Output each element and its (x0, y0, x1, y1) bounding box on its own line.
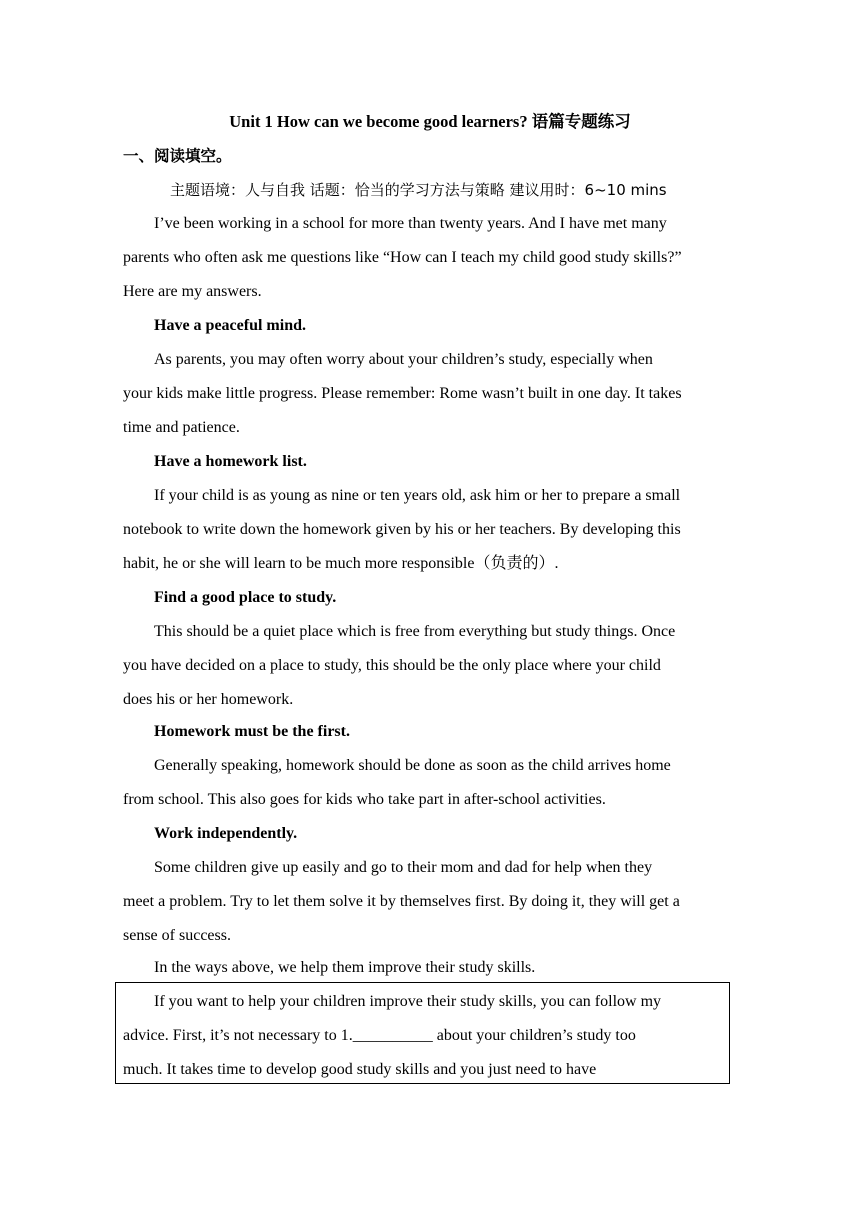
paragraph-line: Some children give up easily and go to their mom and dad for help when they (154, 859, 653, 876)
paragraph-line: from school. This also goes for kids who take part in after-school activities. (123, 791, 606, 808)
subheading: Homework must be the first. (154, 723, 350, 740)
paragraph-line: As parents, you may often worry about your children’s study, especially when (154, 351, 653, 368)
paragraph-line: you have decided on a place to study, this should be the only place where your child (123, 657, 661, 674)
document-title: Unit 1 How can we become good learners? 语篇专题练习 (229, 112, 631, 131)
paragraph-line: This should be a quiet place which is free from everything but study things. Once (154, 623, 676, 640)
paragraph-line: time and patience. (123, 419, 240, 436)
paragraph-line: habit, he or she will learn to be much more responsible（负责的）. (123, 555, 559, 572)
paragraph-line: Generally speaking, homework should be done as soon as the child arrives home (154, 757, 671, 774)
paragraph-line: sense of success. (123, 927, 231, 944)
paragraph-line: I’ve been working in a school for more than twenty years. And I have met many (154, 215, 667, 232)
paragraph-line: meet a problem. Try to let them solve it by themselves first. By doing it, they will get a (123, 893, 680, 910)
summary-line: much. It takes time to develop good study skills and you just need to have (123, 1061, 597, 1078)
paragraph-line: notebook to write down the homework given by his or her teachers. By developing this (123, 521, 681, 538)
summary-line: If you want to help your children improve their study skills, you can follow my (154, 993, 662, 1010)
summary-line: advice. First, it’s not necessary to 1.__________ about your children’s study too (123, 1027, 636, 1044)
paragraph-line: If your child is as young as nine or ten years old, ask him or her to prepare a small (154, 487, 681, 504)
subheading: Find a good place to study. (154, 589, 337, 606)
paragraph-line: your kids make little progress. Please remember: Rome wasn’t built in one day. It takes (123, 385, 682, 402)
paragraph-line: does his or her homework. (123, 691, 294, 708)
section-heading: 一、阅读填空。 (123, 147, 232, 165)
topic-context: 主题语境：人与自我 话题：恰当的学习方法与策略 建议用时：6~10 mins (170, 181, 667, 199)
paragraph-line: In the ways above, we help them improve their study skills. (154, 959, 536, 976)
paragraph-line: Here are my answers. (123, 283, 262, 300)
subheading: Have a peaceful mind. (154, 317, 306, 334)
subheading: Have a homework list. (154, 453, 307, 470)
paragraph-line: parents who often ask me questions like “How can I teach my child good study skills?” (123, 249, 682, 266)
subheading: Work independently. (154, 825, 298, 842)
